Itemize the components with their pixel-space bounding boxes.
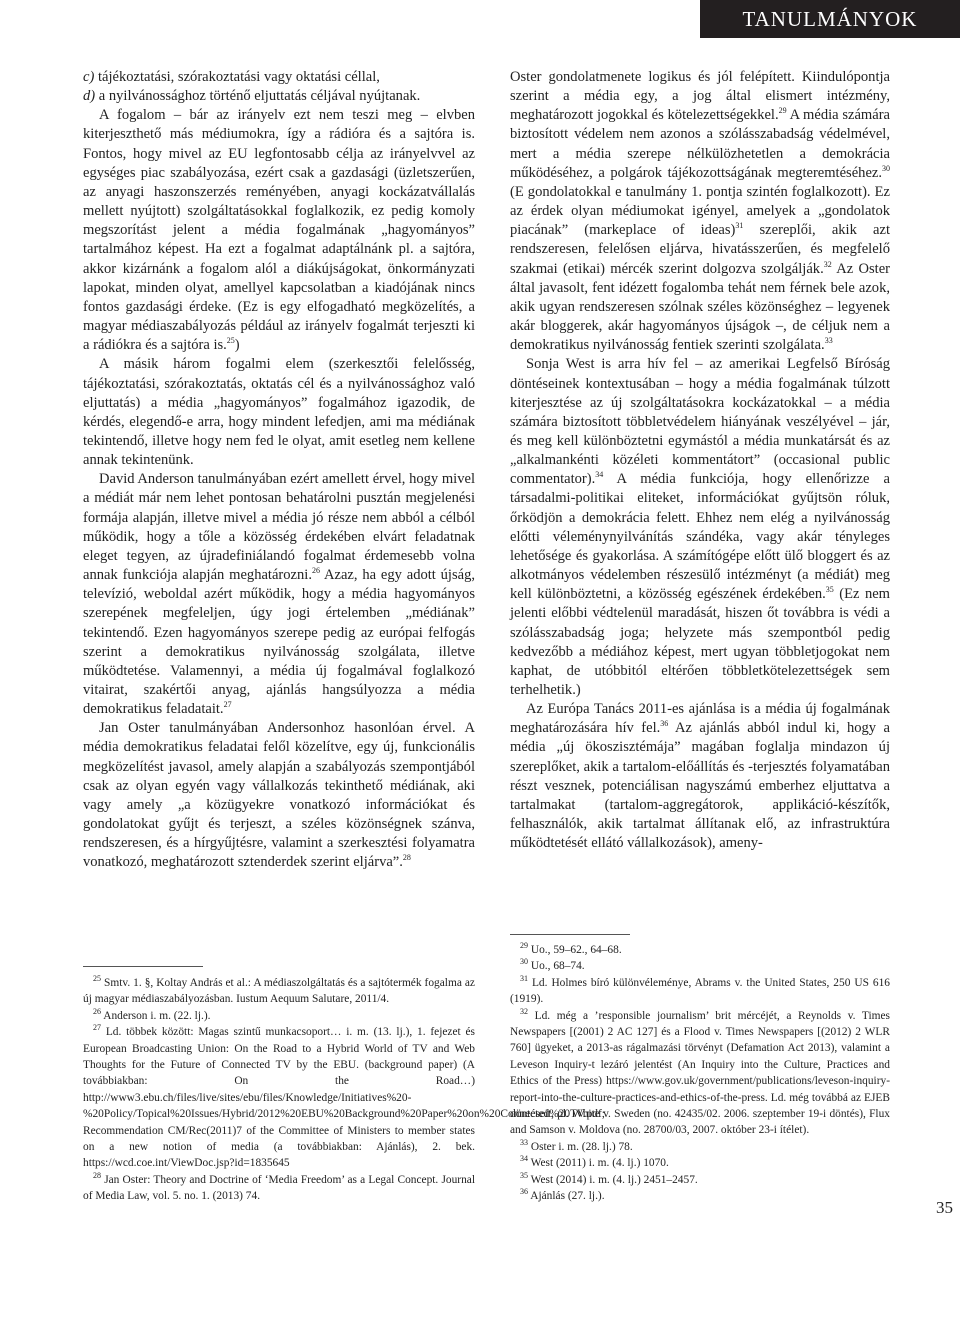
paragraph: David Anderson tanulmányában ezért amellett érvel, hogy mivel a médiát már nem lehet pontosan behatárolni pusztán megjelenési formája alapján, illetve mivel a média jó része nem abból a célból működik, hogy a tőle a közösség érdekében elvárt feladatnak eleget tegyen, az újradefiniálandó fogalmat érdemesebb volna annak funkciója alapján meghatározni.$^{26}$ Azaz, ha egy adott újság, televízió, weboldal azért működik, hogy a média hagyományos szerepének megfeleljen, úgy jogi értelemben „médiának” tekintendő. Ezen hagyományos szerepe pedig az európai felfogás szerint a demokratikus nyilvánosság szolgálata, illetve működtetése. Valamennyi, a média új fogalmával foglalkozó vitairat, szakértői anyag, ajánlás hangsúlyozza a média demokratikus feladatait.$^{27}$: [83, 471, 475, 718]
footnote: $^{33}$ Oster i. m. (28. lj.) 78.: [520, 1138, 633, 1153]
paragraph: Oster gondolatmenete logikus és jól felépített. Kiindulópontja szerint a média egy, a jog által elismert intézmény, meghatározott jogokkal és kötelezettségekkel.$^{29}$ A média számára biztosított védelem nem azonos a szólásszabadság védelmével, mert a média szerepe nélkülözhetetlen a demokrácia működéséhez, a polgárok tájékozottságának megteremtéséhez.$^{30}$ (E gondolatokkal e tanulmány 1. pontja szintén foglalkozott). Ez az érdek olyan médiumokat igényel, amelyek a „gondolatok piacának” (markeplace of ideas)$^{31}$ szereplői, akik azt rendszeresen, felelősen eljárva, hivatásszerűen, és megfelelő szakmai (etikai) mércék szerint dolgozva szolgálják.$^{32}$ Az Oster által javasolt, fent idézett fogalomba tehát nem férnek bele azok, akik ugyan rendszeresen szólnak széles közönséghez – legyenek akár bloggerek, akár hagyományos újságok –, de céljuk nem a demokratikus nyilvánosság fentiek szerinti szolgálata.$^{33}$: [510, 69, 890, 354]
footnote: $^{36}$ Ajánlás (27. lj.).: [520, 1187, 605, 1203]
section-header: [700, 0, 960, 38]
right-column: [510, 68, 890, 853]
section-title: TANULMÁNYOK: [742, 6, 918, 31]
footnote-rule: [510, 934, 630, 935]
footnote: $^{32}$ Ld. még a ’responsible journalism’ brit mércéjét, a Reynolds v. Times Newspapers [(2001) 2 AC 127] és a Flood v. Times Newspapers [(2012) 2 WLR 760] ügyeket, a 2013-as rágalmazási törvényt (Defamation Act 2013), valamint a Leveson Inquiry-t lezáró jelentést (An Inquiry into the Culture, Practices and Ethics of the Press) https://www.gov.uk/government/publications/leveson-inquiry-report-into-the-culture-practices-and-ethics-of-the-press. Ld. még továbbá az EJEB döntéseit, pl. White v. Sweden (no. 42435/02. 2006. szeptember 19-i döntés), Flux and Samson v. Moldova (no. 28700/03, 2007. október 23-i ítélet).: [510, 1006, 890, 1137]
paragraph: Sonja West is arra hív fel – az amerikai Legfelső Bíróság döntéseinek kontextusában – hogy a média fogalmának túlzott kiterjesztése az új szolgáltatásokra kockázatokkal – a média számára biztosított többletvédelem hiányának veszélyével – jár, és meg kell különböztetni egymástól a média munkatársát és az „alkalmankénti közéleti kommentátort” (occasional public commentator).$^{34}$ A média funkciója, hogy ellenőrizze a társadalmi-politikai eliteket, információkat gyűjtsön róluk, őrködjön a demokrácia felett. Ehhez nem elég a nyilvánosság előtti véleménynyilvánítás szándéka, vagy akár tényleges lehetősége és gyakorlása. A számítógépe előtt ülő bloggert és az alkotmányos védelemben részesülő intézményt (a médiát) meg kell különböztetni, a közösség egészének érdekében.$^{35}$ (Ez nem jelenti előbbi védtelenül maradását, hiszen őt továbbra is védi a szólásszabadság joga; helyzete más szempontból pedig kedvezőbb a médiához képest, mert ugyan többletjogokat nem kaphat, de utóbbitól eltérően többletkötelezettségek sem terhelhetik.): [510, 356, 890, 698]
list-item-c: c) tájékoztatási, szórakoztatási vagy oktatási céllal,: [83, 69, 380, 85]
footnote: $^{28}$ Jan Oster: Theory and Doctrine of ‘Media Freedom’ as a Legal Concept. Journal of Media Law, vol. 5. no. 1. (2013) 74.: [83, 1171, 475, 1203]
footnotes-right: [510, 942, 890, 1205]
page-number: 35: [936, 1198, 953, 1217]
list-item-d: d) a nyilvánossághoz történő eljuttatás céljával nyújtanak.: [83, 88, 421, 105]
footnote: $^{29}$ Uo., 59–62., 64–68.: [520, 941, 622, 956]
paragraph: Az Európa Tanács 2011-es ajánlása is a média új fogalmának meghatározására hív fel.$^{36}$ Az ajánlás abból indul ki, hogy a média „új ökoszisztémája” magában foglalja mindazon új szereplőket, akik a tartalom-előállítás és -terjesztés folyamatában részt vesznek, potenciálisan nagyszámú emberhez eljuttatva a tartalmakat (tartalom-aggregátorok, applikáció-készítők, felhasználók, akik tartalmat állítanak elő, az infrastruktúra működtetését ellátó vállalkozások), ameny-: [510, 701, 890, 852]
footnote: $^{26}$ Anderson i. m. (22. lj.).: [93, 1007, 211, 1022]
footnote: $^{35}$ West (2014) i. m. (4. lj.) 2451–2457.: [520, 1170, 698, 1186]
paragraph: A fogalom – bár az irányelv ezt nem teszi meg – elvben kiterjeszthető más médiumokra, így a rádióra és a sajtóra is. Fontos, hogy mivel az EU legfontosabb célja az irányelvvel az egységes piac szabályozása, ezért csak a gazdasági (üzletszerűen, az anyagi haszonszerzés reményében, anyagi kockázatvállalás mellett nyújtott) szolgáltatásokkal foglalkozik, ez pedig komoly megszorítást jelent a média fogalmának „hagyományos” tartalmához képest. Ha ezt a fogalmat adaptálnánk pl. a sajtóra, akkor kizárnánk a fogalom alól a diákújságokat, önkormányzati lapokat, minden olyat, amellyel kapcsolatban a kiadójának nincs fontos gazdasági érdeke. (Ez is egy elfogadható megközelítés, a magyar médiaszabályozás például az irányelv fogalmát terjeszti ki a rádiókra és a sajtóra is.$^{25}$): [83, 107, 475, 354]
paragraph: A másik három fogalmi elem (szerkesztői felelősség, tájékoztatási, szórakoztatás, oktatás cél és a nyilvánossághoz való eljuttatás) a média „hagyományos” fogalmához igazodik, de kérdés, elegendő-e arra, hogy mindent lefedjen, ami ma médiának tekintendő, illetve hogy nem fed le olyat, amit esetleg nem kellene annak tekintenünk.: [83, 356, 475, 469]
left-column: [83, 68, 475, 873]
footnote-rule: [83, 966, 203, 967]
footnote: $^{34}$ West (2011) i. m. (4. lj.) 1070.: [520, 1154, 669, 1170]
footnote: $^{27}$ Ld. többek között: Magas szintű munkacsoport… i. m. (13. lj.), 1. fejezet és European Broadcasting Union: On the Road to a Hybrid World of TV and Web Thoughts for the Future of Connected TV by the EBU. (background paper) (A továbbiakban: On the Road…) http://www3.ebu.ch/files/live/sites/ebu/files/Knowledge/Initiatives%20-%20Policy/Topical%20Issues/Hybrid/2012%20EBU%20Background%20Paper%20on%20Connected%20TV.pdf; Recommendation CM/Rec(2011)7 of the Committee of Ministers to member states on a new notion of media (a továbbiakban: Ajánlás), 2. bek. https://wcd.coe.int/ViewDoc.jsp?id=1835645: [83, 1023, 605, 1170]
footnote: $^{30}$ Uo., 68–74.: [520, 957, 585, 973]
footnote: $^{31}$ Ld. Holmes bíró különvéleménye, Abrams v. the United States, 250 US 616 (1919).: [510, 974, 890, 1006]
paragraph: Jan Oster tanulmányában Andersonhoz hasonlóan érvel. A média demokratikus feladatai felől közelítve, egy új, funkcionális megközelítést javasol, amely alapján a szabályozás szempontjából csak az olyan egyén vagy vállalkozás tekinthető médiának, aki vagy amely „a közügyekre vonatkozó információkat és gondolatokat gyűjt és terjeszt, a széles közönségnek szánva, rendszeresen, és a hírgyűjtésre, valamint a szerkesztési folyamatra vonatkozó, meghatározott sztenderdek szerint eljárva”.$^{28}$: [83, 720, 475, 871]
footnote: $^{25}$ Smtv. 1. §, Koltay András et al.: A médiaszolgáltatás és a sajtótermék fogalma az új magyar médiaszabályozásban. Iustum Aequum Salutare, 2011/4.: [83, 974, 475, 1006]
